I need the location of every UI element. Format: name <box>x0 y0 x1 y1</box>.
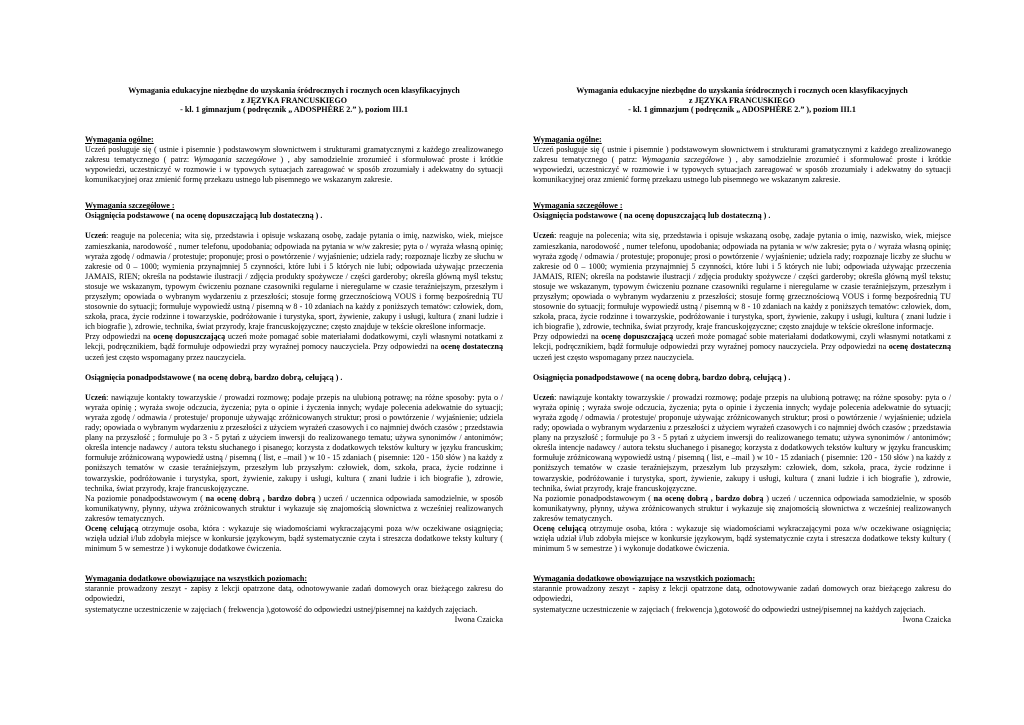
general-paragraph <box>533 145 951 185</box>
basic-extra-bold-1: ocenę dopuszczającą <box>601 332 674 342</box>
title-line-2: z JĘZYKA FRANCUSKIEGO <box>240 95 348 105</box>
basic-paragraph <box>85 231 503 332</box>
advanced-heading: Osiągnięcia ponadpodstawowe ( na ocenę dobrą, bardzo dobrą, celującą ) . <box>533 372 791 382</box>
advanced-p3-text: otrzymuje osoba, która : wykazuje się wiadomościami wykraczającymi poza w/w oczekiwane osiągnięcia; wzięła udział i/lub zdobyła miejsce w konkursie językowym, bądź systematycznie czyta i streszcza dodatkowe teksty kultury ( minimum 5 w semestrze ) i wykonuje dodatkowe ćwiczenia. <box>533 523 951 554</box>
advanced-p2-2: ) uczeń / uczennica odpowiada samodzielnie, w sposób komunikatywny, płynny, używa zróżnicowanych struktur i wykazuje się znajomością słownictwa z wcześniej realizowanych zakresów tematycznych. <box>85 493 503 523</box>
signature: Iwona Czaicka <box>902 614 951 624</box>
basic-heading: Osiągnięcia podstawowe ( na ocenę dopuszczającą lub dostateczną ) . <box>85 211 323 221</box>
basic-student-text: : reaguje na polecenia; wita się, przedstawia i opisuje wskazaną osobę, zadaje pytania o imię, nazwisko, wiek, miejsce zamieszkania, narodowość , numer telefonu, upodobania; odpowiada na pytania w w/w zakresie; pyta o / wyraża własną opinię; wyraża zgodę / odmawia / protestuje; proponuje; prosi o powtórzenie / wyjaśnienie; udziela rady; rozpoznaje liczby ze słuchu w zakresie od 0 – 1000; wymienia przynajmniej 5 czynności, które lubi i 5 których nie lubi; odpowiada używając przeczenia JAMAIS, RIEN; określa na podstawie ilustracji / zdjęcia produkty spożywcze / części garderoby; określa główną myśl tekstu; stosuje we wskazanym, typowym ćwiczeniu poznane czasowniki regularne i nieregularne w czasie teraźniejszym, przeszłym i przyszłym; opowiada o wybranym wydarzeniu z przeszłości; stosuje formę grzecznościową VOUS i formę bezpośrednią TU stosownie do sytuacji; formułuje wypowiedź ustną / pisemną w 8 - 10 zdaniach na każdy z poniższych tematów: człowiek, dom, szkoła, praca, życie rodzinne i towarzyskie, podróżowanie i turystyka, sport, żywienie, zakupy i usługi, kultura ( znani ludzie i ich biografie ), zdrowie, technika, świat przyrody, kraje francuskojęzyczne; często znajduje w tekście określone informacje. <box>85 231 503 332</box>
detailed-heading: Wymagania szczegółowe : <box>85 201 175 211</box>
general-text-2: ) , aby samodzielnie zrozumieć i sformułować proste i krótkie wypowiedzi, uczestniczyć w rozmowie i w typowych sytuacjach zareagować w sposób zrozumiały i adekwatny do sytuacji komunikacyjnej oraz zmienić formę przekazu ustnego lub pisemnego we wskazanym zakresie. <box>85 154 503 185</box>
advanced-p2-1: Na poziomie ponadpodstawowym ( <box>533 493 654 503</box>
basic-extra-2: uczeń może pomagać sobie materiałami dodatkowymi, czyli własnymi notatkami z lekcji, podręcznikiem, bądź formułuje odpowiedzi przy wyraźnej pomocy nauczyciela. Przy odpowiedzi na <box>533 332 952 352</box>
basic-student-label: Uczeń <box>85 231 107 241</box>
signature: Iwona Czaicka <box>454 614 503 624</box>
basic-paragraph <box>533 231 951 332</box>
basic-extra-1: Przy odpowiedzi na <box>85 332 154 342</box>
general-heading: Wymagania ogólne: <box>85 134 154 144</box>
general-text-1: Uczeń posługuje się ( ustnie i pisemnie ) podstawowym słownictwem i strukturami gramatycznymi z każdego zrealizowanego zakresu tematycznego ( patrz: <box>85 144 503 164</box>
advanced-p2-2: ) uczeń / uczennica odpowiada samodzielnie, w sposób komunikatywny, płynny, używa zróżnicowanych struktur i wykazuje się znajomością słownictwa z wcześniej realizowanych zakresów tematycznych. <box>533 493 951 523</box>
general-text-2: ) , aby samodzielnie zrozumieć i sformułować proste i krótkie wypowiedzi, uczestniczyć w rozmowie i w typowych sytuacjach zareagować w sposób zrozumiały i adekwatny do sytuacji komunikacyjnej oraz zmienić formę przekazu ustnego lub pisemnego we wskazanym zakresie. <box>533 154 951 185</box>
advanced-paragraph-2 <box>533 494 951 524</box>
document-title <box>533 86 951 115</box>
basic-extra-paragraph <box>533 332 951 362</box>
general-heading: Wymagania ogólne: <box>533 134 602 144</box>
additional-heading: Wymagania dodatkowe obowiązujące na wszystkich poziomach: <box>533 574 756 584</box>
advanced-student-label: Uczeń <box>85 392 107 402</box>
detailed-heading: Wymagania szczegółowe : <box>533 201 623 211</box>
advanced-p3-bold: Ocenę celującą <box>533 523 587 533</box>
advanced-student-text: : nawiązuje kontakty towarzyskie / prowadzi rozmowę; podaje przepis na ulubioną potrawę; na różne sposoby: pyta o / wyraża opinię ; wyraża swoje odczucia, życzenia; pyta o opinie i życzenia innych; wydaje polecenia adekwatnie do sytuacji; wyraża zgodę / odmawia / protestuje/ proponuje używając zróżnicowanych struktur; prosi o powtórzenie / wyjaśnienie; udziela rady; opowiada o wybranym wydarzeniu z przeszłości z użyciem wyrażeń czasowych i co najmniej dwóch czasów ; przedstawia plany na przyszłość ; formułuje po 3 - 5 pytań z użyciem inwersji do realizowanego tematu; używa synonimów / antonimów; określa intencje nadawcy / autora tekstu słuchanego i pisanego; korzysta z dodatkowych tekstów kultury w języku francuskim; formułuje zróżnicowaną wypowiedź ustną / pisemną ( list, e –mail ) w 10 - 15 zdaniach ( pisemnie: 120 - 150 słów ) na każdy z poniższych tematów w czasie teraźniejszym, przeszłym lub przyszłym: człowiek, dom, szkoła, praca, życie rodzinne i towarzyskie, podróżowanie i turystyka, sport, żywienie, zakupy i usługi, kultura ( znani ludzie i ich biografie ), zdrowie, technika, świat przyrody, kraje francuskojęzyczne. <box>85 392 503 493</box>
title-line-1: Wymagania edukacyjne niezbędne do uzyskania śródrocznych i rocznych ocen klasyfikacyjnych <box>576 86 908 95</box>
basic-extra-paragraph <box>85 332 503 362</box>
advanced-paragraph-3 <box>85 524 503 554</box>
advanced-heading: Osiągnięcia ponadpodstawowe ( na ocenę dobrą, bardzo dobrą, celującą ) . <box>85 372 343 382</box>
basic-extra-bold-1: ocenę dopuszczającą <box>153 332 226 342</box>
general-text-1: Uczeń posługuje się ( ustnie i pisemnie ) podstawowym słownictwem i strukturami gramatycznymi z każdego zrealizowanego zakresu tematycznego ( patrz: <box>533 144 951 164</box>
additional-line-2: systematyczne uczestniczenie w zajęciach ( frekwencja ),gotowość do odpowiedzi ustnej/pisemnej na każdych zajęciach. <box>533 604 926 614</box>
advanced-p2-1: Na poziomie ponadpodstawowym ( <box>85 493 206 503</box>
additional-line-2: systematyczne uczestniczenie w zajęciach ( frekwencja ),gotowość do odpowiedzi ustnej/pisemnej na każdych zajęciach. <box>85 604 478 614</box>
basic-extra-bold-2: ocenę dostateczną <box>440 342 503 352</box>
advanced-p2-bold: na ocenę dobrą , bardzo dobrą <box>205 493 316 503</box>
title-line-3: - kl. 1 gimnazjum ( podręcznik „ ADOSPHÈRE 2.” ), poziom III.1 <box>628 105 856 115</box>
basic-extra-1: Przy odpowiedzi na <box>533 332 602 342</box>
document-column-right <box>533 86 951 625</box>
advanced-p3-text: otrzymuje osoba, która : wykazuje się wiadomościami wykraczającymi poza w/w oczekiwane osiągnięcia; wzięła udział i/lub zdobyła miejsce w konkursie językowym, bądź systematycznie czyta i streszcza dodatkowe teksty kultury ( minimum 5 w semestrze ) i wykonuje dodatkowe ćwiczenia. <box>85 523 503 554</box>
title-line-1: Wymagania edukacyjne niezbędne do uzyskania śródrocznych i rocznych ocen klasyfikacyjnych <box>128 86 460 95</box>
basic-student-text: : reaguje na polecenia; wita się, przedstawia i opisuje wskazaną osobę, zadaje pytania o imię, nazwisko, wiek, miejsce zamieszkania, narodowość , numer telefonu, upodobania; odpowiada na pytania w w/w zakresie; pyta o / wyraża własną opinię; wyraża zgodę / odmawia / protestuje; proponuje; prosi o powtórzenie / wyjaśnienie; udziela rady; rozpoznaje liczby ze słuchu w zakresie od 0 – 1000; wymienia przynajmniej 5 czynności, które lubi i 5 których nie lubi; odpowiada używając przeczenia JAMAIS, RIEN; określa na podstawie ilustracji / zdjęcia produkty spożywcze / części garderoby; określa główną myśl tekstu; stosuje we wskazanym, typowym ćwiczeniu poznane czasowniki regularne i nieregularne w czasie teraźniejszym, przeszłym i przyszłym; opowiada o wybranym wydarzeniu z przeszłości; stosuje formę grzecznościową VOUS i formę bezpośrednią TU stosownie do sytuacji; formułuje wypowiedź ustną / pisemną w 8 - 10 zdaniach na każdy z poniższych tematów: człowiek, dom, szkoła, praca, życie rodzinne i towarzyskie, podróżowanie i turystyka, sport, żywienie, zakupy i usługi, kultura ( znani ludzie i ich biografie ), zdrowie, technika, świat przyrody, kraje francuskojęzyczne; często znajduje w tekście określone informacje. <box>533 231 951 332</box>
title-line-2: z JĘZYKA FRANCUSKIEGO <box>688 95 796 105</box>
advanced-paragraph <box>85 393 503 494</box>
basic-extra-3: uczeń jest często wspomagany przez nauczyciela. <box>85 352 246 362</box>
advanced-p3-bold: Ocenę celującą <box>85 523 139 533</box>
general-paragraph <box>85 145 503 185</box>
title-line-3: - kl. 1 gimnazjum ( podręcznik „ ADOSPHÈRE 2.” ), poziom III.1 <box>180 105 408 115</box>
advanced-student-text: : nawiązuje kontakty towarzyskie / prowadzi rozmowę; podaje przepis na ulubioną potrawę; na różne sposoby: pyta o / wyraża opinię ; wyraża swoje odczucia, życzenia; pyta o opinie i życzenia innych; wydaje polecenia adekwatnie do sytuacji; wyraża zgodę / odmawia / protestuje/ proponuje używając zróżnicowanych struktur; prosi o powtórzenie / wyjaśnienie; udziela rady; opowiada o wybranym wydarzeniu z przeszłości z użyciem wyrażeń czasowych i co najmniej dwóch czasów ; przedstawia plany na przyszłość ; formułuje po 3 - 5 pytań z użyciem inwersji do realizowanego tematu; używa synonimów / antonimów; określa intencje nadawcy / autora tekstu słuchanego i pisanego; korzysta z dodatkowych tekstów kultury w języku francuskim; formułuje zróżnicowaną wypowiedź ustną / pisemną ( list, e –mail ) w 10 - 15 zdaniach ( pisemnie: 120 - 150 słów ) na każdy z poniższych tematów w czasie teraźniejszym, przeszłym lub przyszłym: człowiek, dom, szkoła, praca, życie rodzinne i towarzyskie, podróżowanie i turystyka, sport, żywienie, zakupy i usługi, kultura ( znani ludzie i ich biografie ), zdrowie, technika, świat przyrody, kraje francuskojęzyczne. <box>533 392 951 493</box>
general-text-italic: Wymagania szczegółowe <box>641 154 725 164</box>
advanced-paragraph-2 <box>85 494 503 524</box>
advanced-paragraph-3 <box>533 524 951 554</box>
general-text-italic: Wymagania szczegółowe <box>193 154 277 164</box>
basic-extra-3: uczeń jest często wspomagany przez nauczyciela. <box>533 352 694 362</box>
document-column-left <box>85 86 503 625</box>
basic-extra-bold-2: ocenę dostateczną <box>888 342 951 352</box>
additional-line-1: starannie prowadzony zeszyt - zapisy z lekcji opatrzone datą, odnotowywanie zadań domowych oraz bieżącego zakresu do odpowiedzi, <box>533 584 951 604</box>
additional-heading: Wymagania dodatkowe obowiązujące na wszystkich poziomach: <box>85 574 308 584</box>
advanced-p2-bold: na ocenę dobrą , bardzo dobrą <box>653 493 764 503</box>
basic-heading: Osiągnięcia podstawowe ( na ocenę dopuszczającą lub dostateczną ) . <box>533 211 771 221</box>
document-title <box>85 86 503 115</box>
advanced-paragraph <box>533 393 951 494</box>
additional-line-1: starannie prowadzony zeszyt - zapisy z lekcji opatrzone datą, odnotowywanie zadań domowych oraz bieżącego zakresu do odpowiedzi, <box>85 584 503 604</box>
basic-student-label: Uczeń <box>533 231 555 241</box>
advanced-student-label: Uczeń <box>533 392 555 402</box>
basic-extra-2: uczeń może pomagać sobie materiałami dodatkowymi, czyli własnymi notatkami z lekcji, podręcznikiem, bądź formułuje odpowiedzi przy wyraźnej pomocy nauczyciela. Przy odpowiedzi na <box>85 332 504 352</box>
